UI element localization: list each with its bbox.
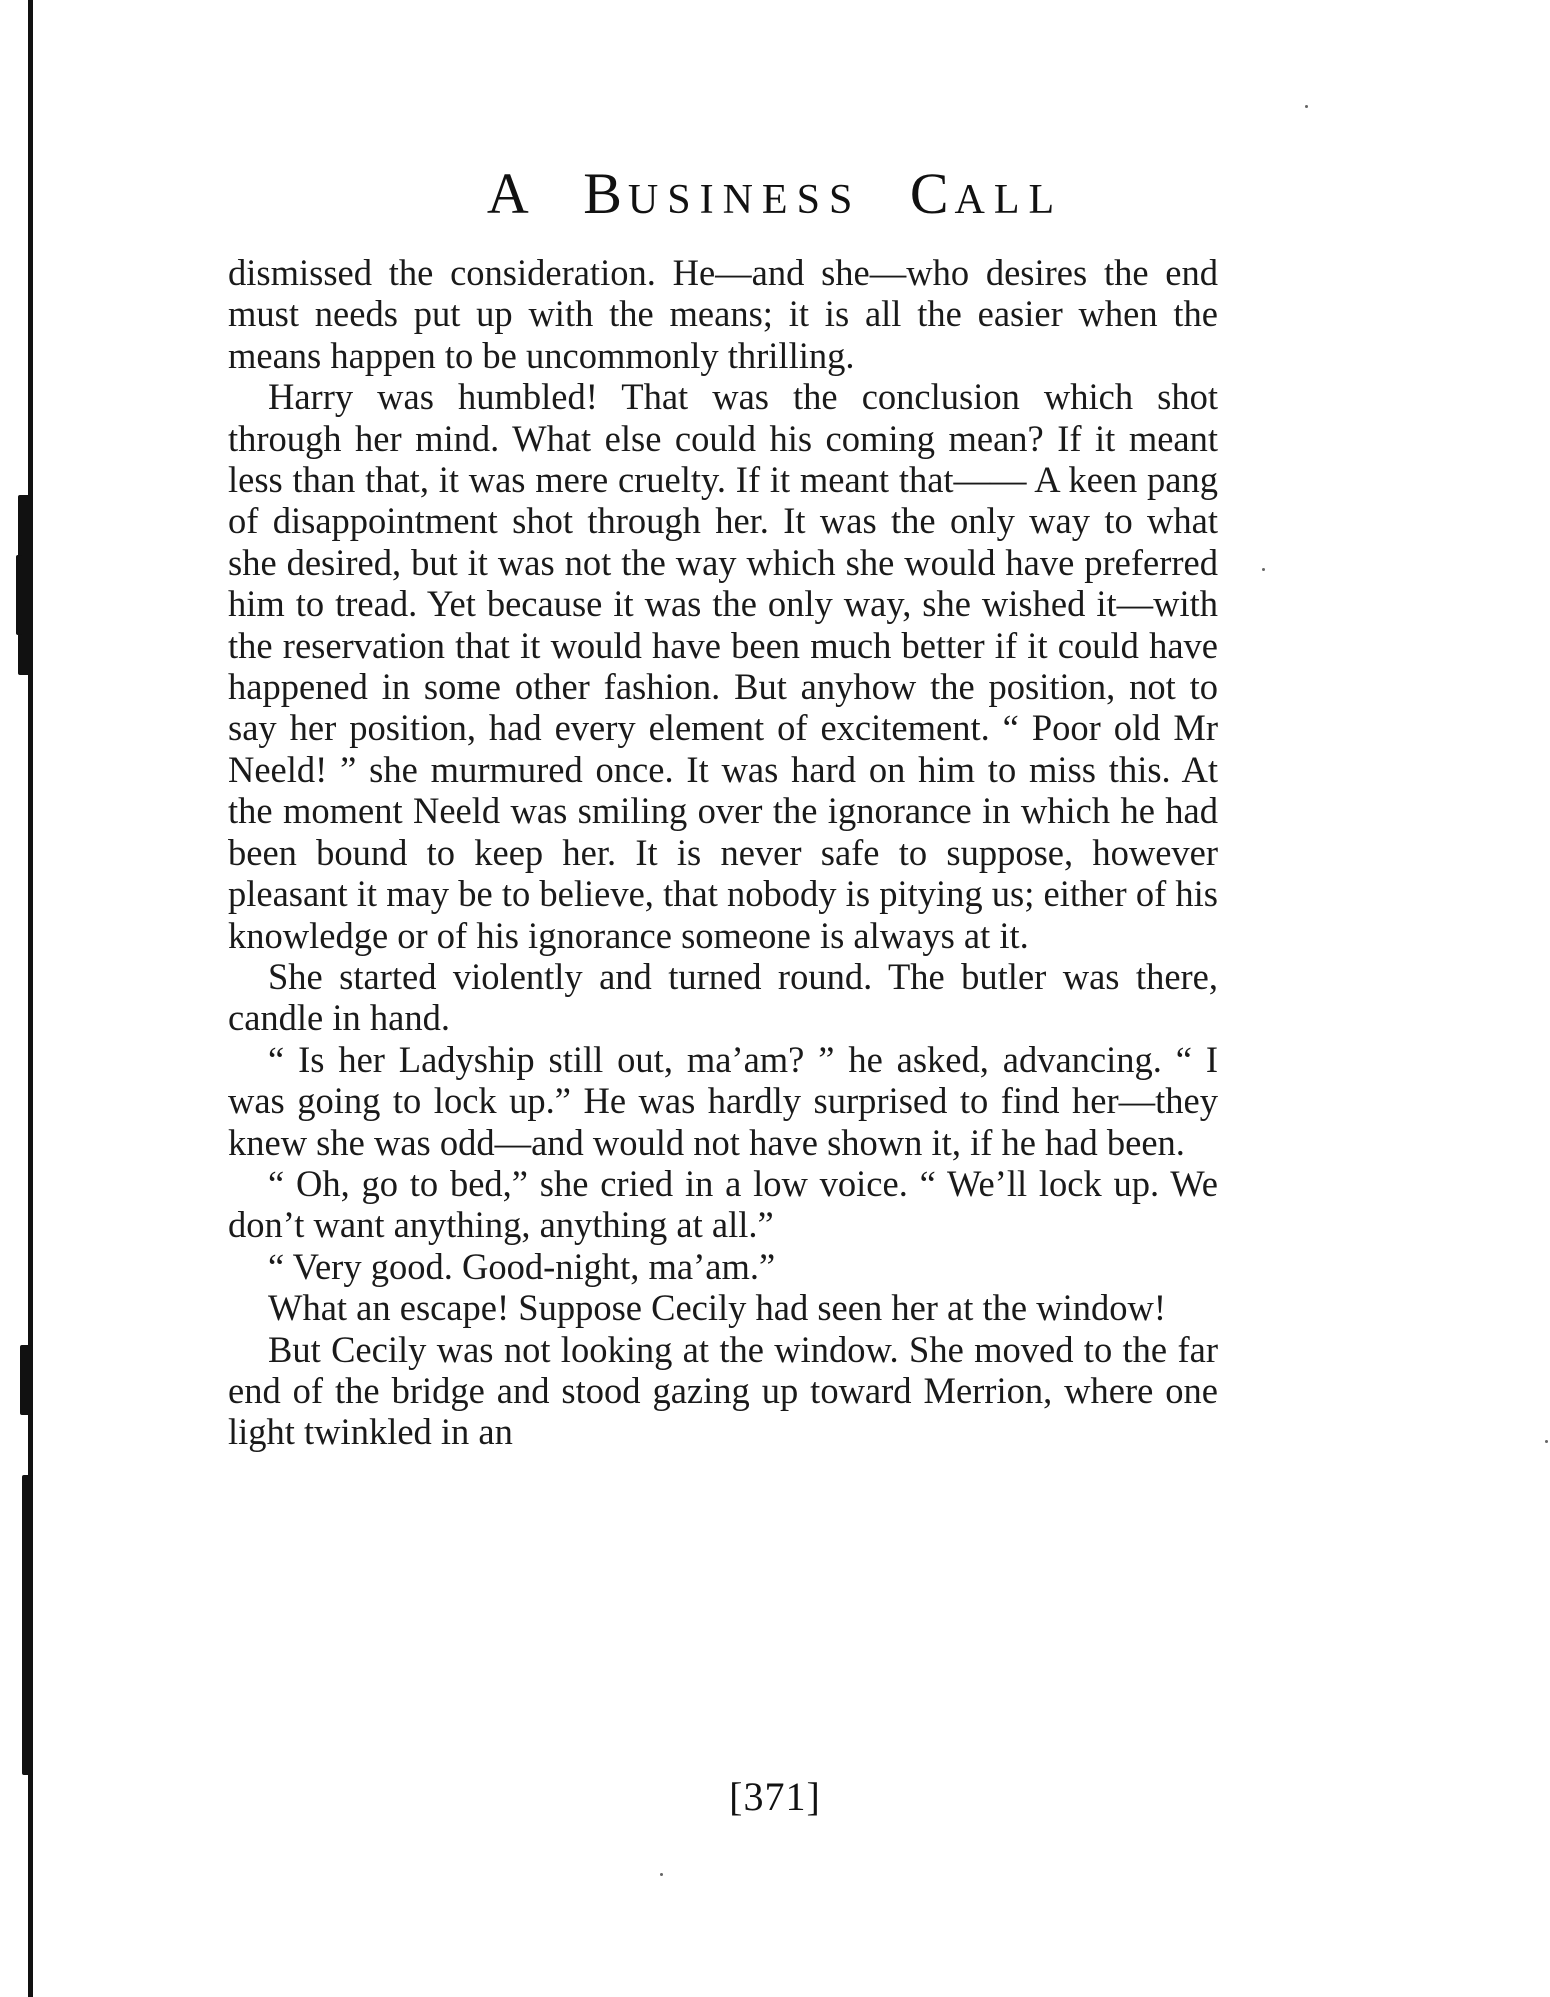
body-text [228,252,1218,1453]
binding-shadow [22,1475,33,1775]
paragraph-7: What an escape! Suppose Cecily had seen her at the window! [268,1287,1166,1329]
paper-speck [1545,1440,1548,1443]
paragraph-8: But Cecily was not looking at the window. She moved to the far end of the bridge and stood gazing up toward Merrion, where one light twinkled in an [228,1328,1218,1453]
binding-shadow [20,1345,32,1415]
running-head-word-2: BUSINESS [583,161,862,226]
paper-speck [660,1873,663,1876]
running-head-word-3: CALL [909,161,1064,226]
paragraph-1: dismissed the consideration. He—and she—who desires the end must needs put up with the means; it is all the easier when the means happen to be uncommonly thrilling. [228,252,1218,376]
paragraph-4: “ Is her Ladyship still out, ma’am? ” he asked, advancing. “ I was going to lock up.” He was hardly surprised to find her—they knew she was odd—and would not have shown it, if he had been. [228,1038,1218,1163]
paragraph-6: “ Very good. Good-night, ma’am.” [268,1245,776,1287]
paper-speck [1262,568,1265,571]
paragraph-2: Harry was humbled! That was the conclusion which shot through her mind. What else could his coming mean? If it meant less than that, it was mere cruelty. If it meant that—— A keen pang of disappointment shot through her. It was the only way to what she desired, but it was not the way which she would have preferred him to tread. Yet because it was the only way, she wished it—with the reservation that it would have been much better if it could have happened in some other fashion. But anyhow the position, not to say her position, had every element of excitement. “ Poor old Mr Neeld! ” she murmured once. It was hard on him to miss this. At the moment Neeld was smiling over the ignorance in which he had been bound to keep her. It is never safe to suppose, however pleasant it may be to believe, that nobody is pitying us; either of his knowledge or of his ignorance someone is always at it. [228,376,1218,956]
running-head [0,160,1550,227]
binding-shadow [16,555,22,635]
paragraph-3: She started violently and turned round. The butler was there, candle in hand. [228,955,1218,1039]
paragraph-5: “ Oh, go to bed,” she cried in a low voice. “ We’ll lock up. We don’t want anything, anything at all.” [228,1162,1218,1246]
page-number: [371] [729,1774,821,1819]
paper-speck [1305,105,1308,108]
running-head-word-1: A [486,161,535,226]
